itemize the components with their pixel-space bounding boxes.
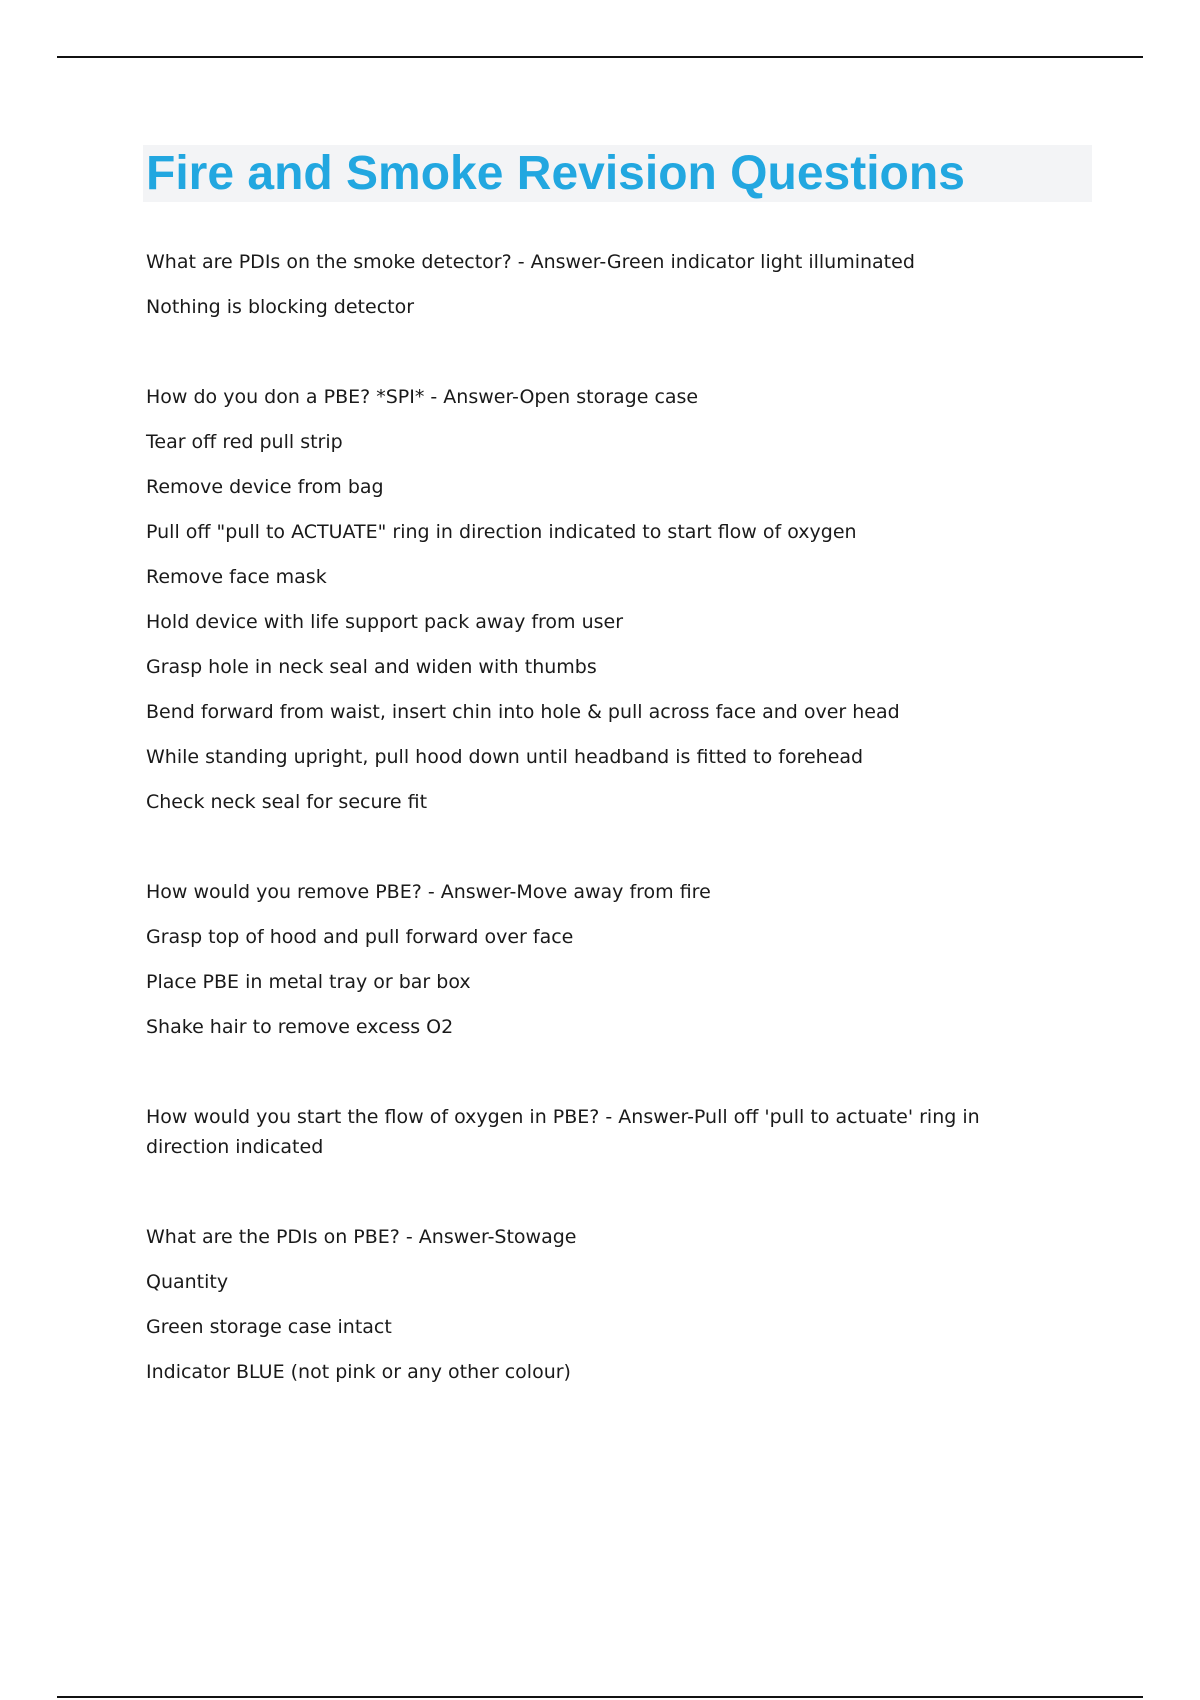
question-line: How do you don a PBE? *SPI* - Answer-Open storage case — [146, 386, 699, 408]
answer-line: Grasp hole in neck seal and widen with thumbs — [146, 656, 597, 678]
qa-block-remove-pbe — [146, 870, 1046, 1050]
question-line: What are PDIs on the smoke detector? - Answer-Green indicator light illuminated — [146, 251, 915, 273]
answer-line: While standing upright, pull hood down until headband is fitted to forehead — [146, 746, 864, 768]
bottom-page-rule — [57, 1696, 1143, 1698]
question-line: How would you start the flow of oxygen in PBE? - Answer-Pull off 'pull to actuate' ring in direction indicated — [146, 1106, 980, 1158]
qa-block-don-pbe — [146, 375, 1046, 825]
answer-line: Shake hair to remove excess O2 — [146, 1016, 454, 1038]
answer-line: Quantity — [146, 1271, 229, 1293]
answer-line: Tear off red pull strip — [146, 431, 343, 453]
question-line: How would you remove PBE? - Answer-Move away from fire — [146, 881, 711, 903]
answer-line: Indicator BLUE (not pink or any other colour) — [146, 1361, 571, 1383]
answer-line: Remove face mask — [146, 566, 327, 588]
answer-line: Bend forward from waist, insert chin into hole & pull across face and over head — [146, 701, 900, 723]
answer-line: Place PBE in metal tray or bar box — [146, 971, 471, 993]
document-title: Fire and Smoke Revision Questions — [146, 147, 965, 200]
question-line: What are the PDIs on PBE? - Answer-Stowage — [146, 1226, 577, 1248]
answer-line: Nothing is blocking detector — [146, 296, 415, 318]
answer-line: Remove device from bag — [146, 476, 384, 498]
answer-line: Check neck seal for secure fit — [146, 791, 428, 813]
answer-line: Green storage case intact — [146, 1316, 392, 1338]
answer-line: Grasp top of hood and pull forward over face — [146, 926, 574, 948]
qa-block-smoke-detector-pdis — [146, 240, 1046, 330]
qa-block-start-oxygen-flow — [146, 1095, 1046, 1170]
answer-line: Pull off "pull to ACTUATE" ring in direction indicated to start flow of oxygen — [146, 521, 857, 543]
qa-block-pbe-pdis — [146, 1215, 1046, 1395]
document-body — [146, 240, 1046, 1440]
answer-line: Hold device with life support pack away from user — [146, 611, 624, 633]
top-page-rule — [57, 56, 1143, 58]
